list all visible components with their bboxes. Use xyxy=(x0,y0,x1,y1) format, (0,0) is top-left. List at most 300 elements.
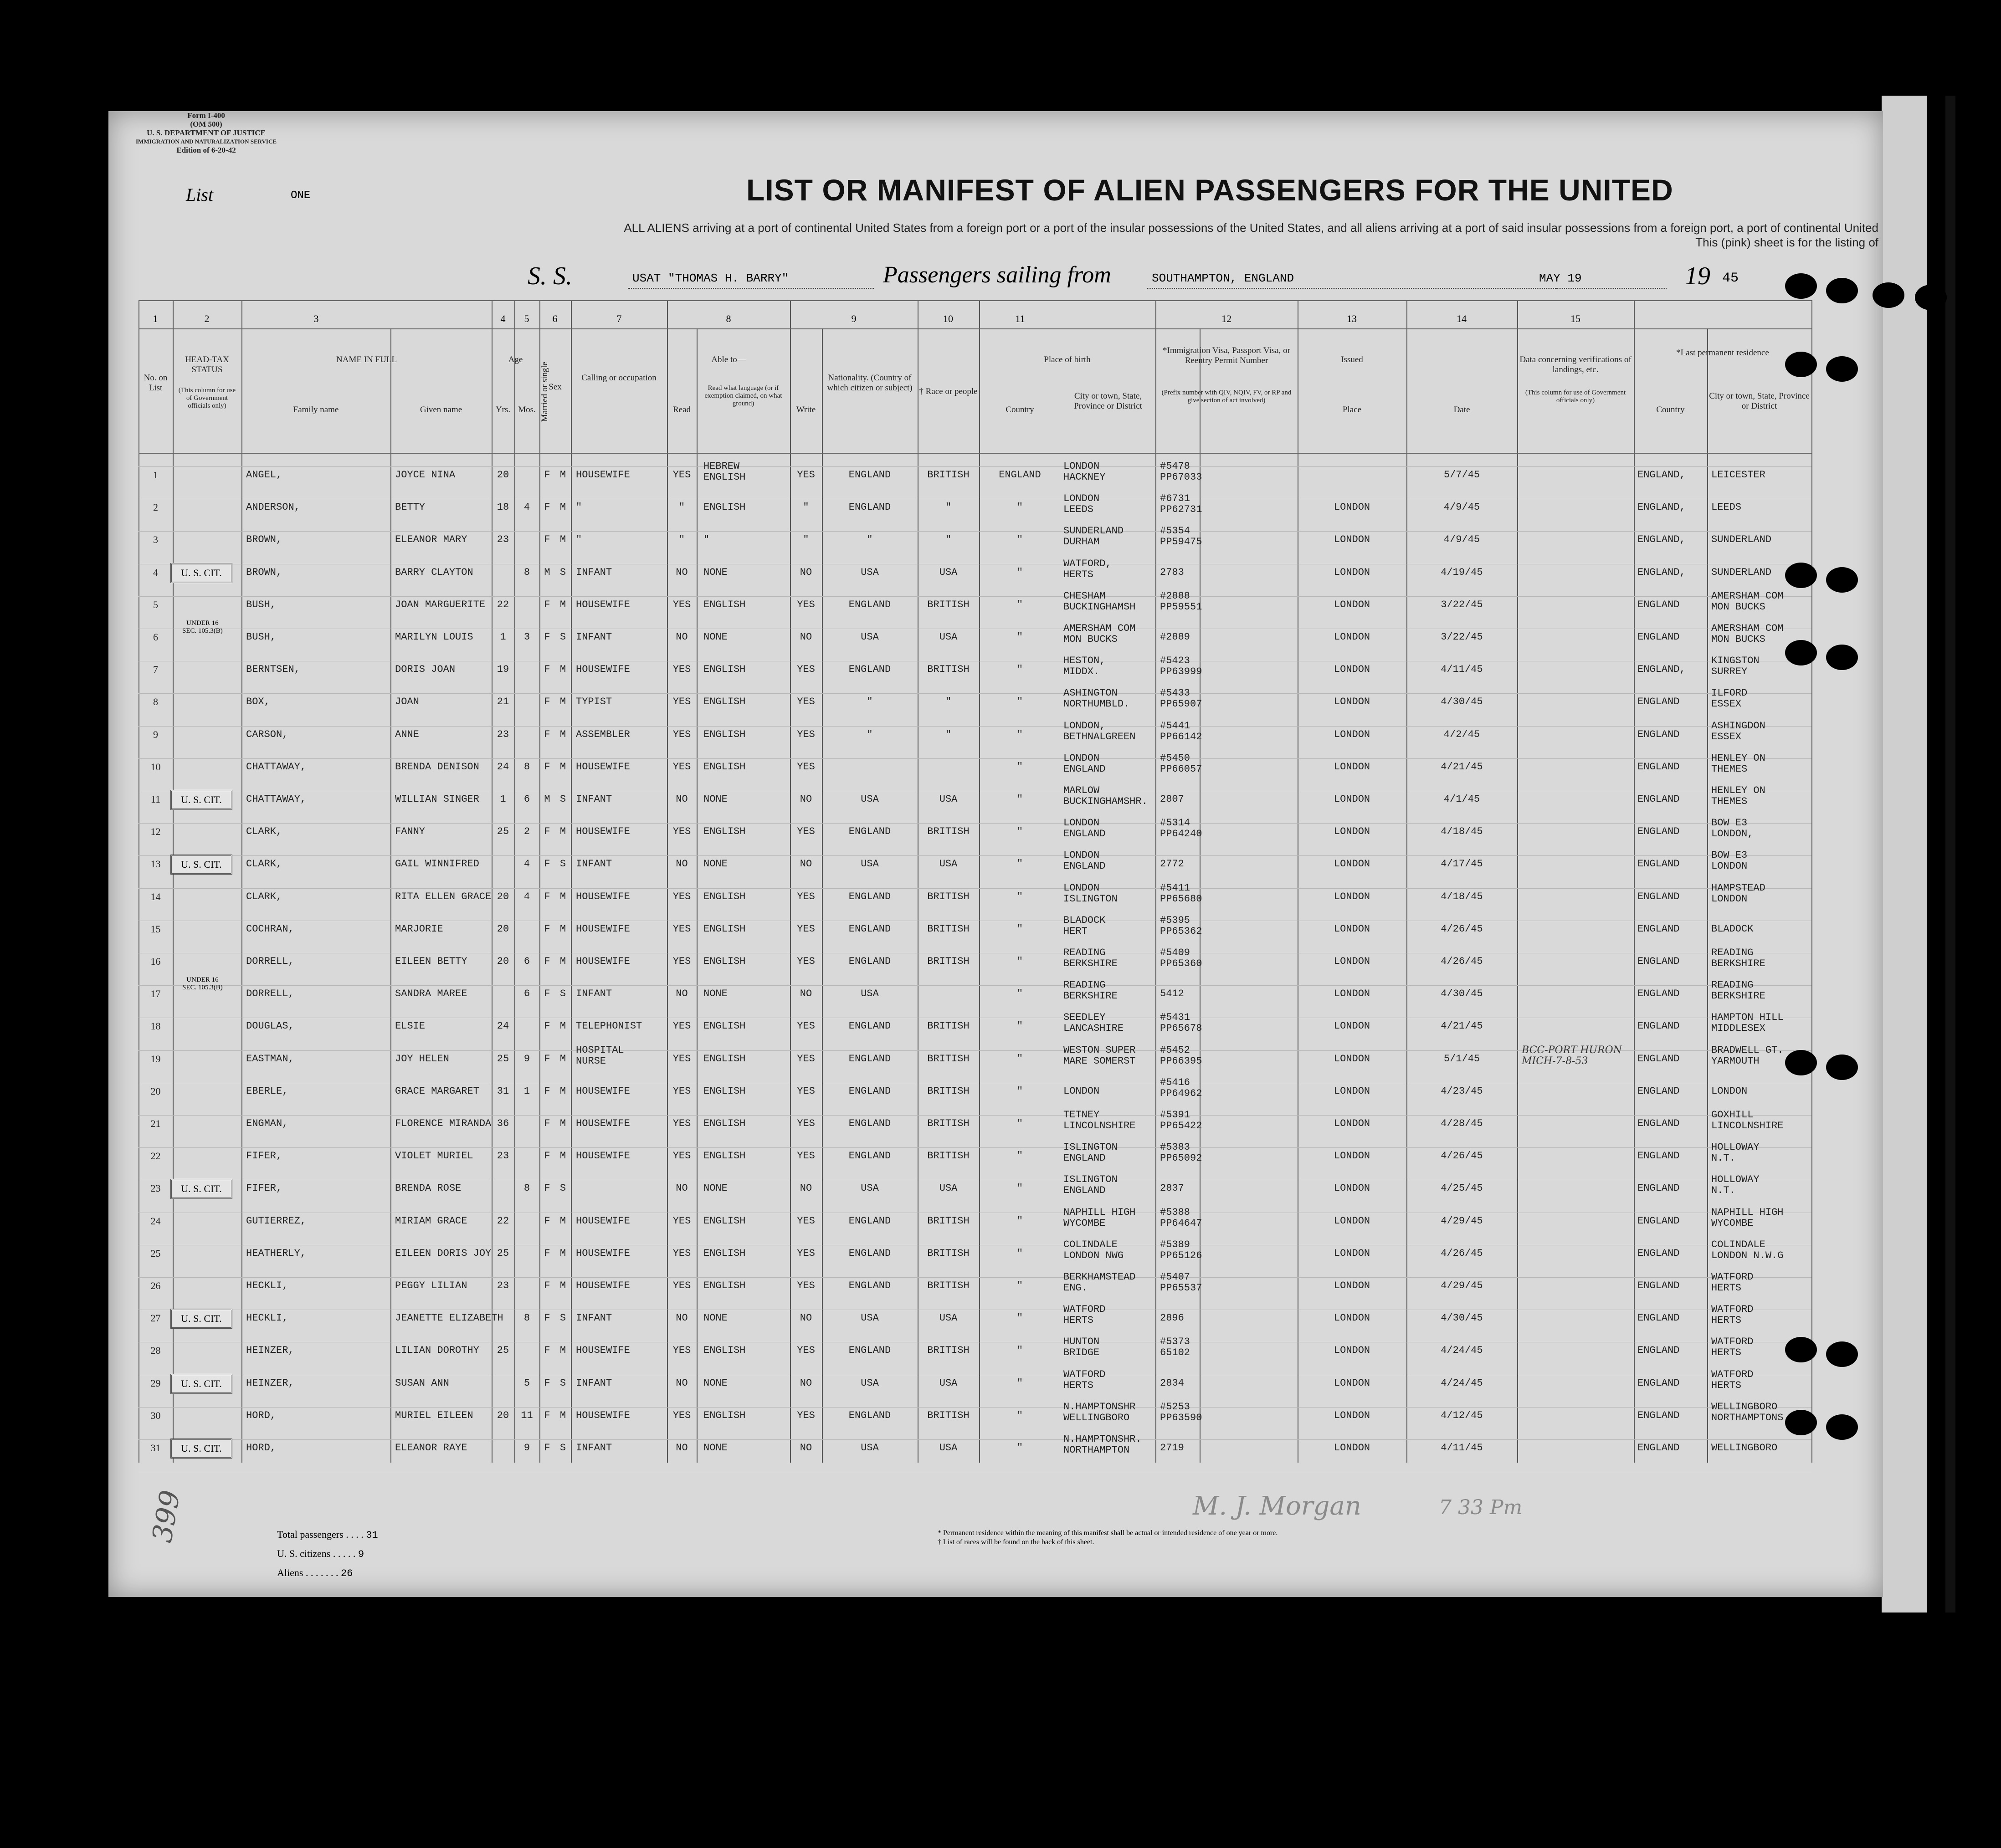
header-mos: Mos. xyxy=(518,405,536,415)
cell-date: 4/2/45 xyxy=(1443,728,1480,740)
cell-ms: M xyxy=(559,1150,566,1162)
cell-ms: M xyxy=(559,826,566,838)
cell-occ: INFANT xyxy=(576,988,612,1000)
cell-visa: #5253 PP63590 xyxy=(1160,1401,1202,1423)
cell-mos: 6 xyxy=(523,988,530,1000)
cell-lang: ENGLISH xyxy=(703,1215,746,1227)
cell-visa: 2772 xyxy=(1160,858,1184,870)
cell-bcountry: " xyxy=(1016,631,1023,643)
header-married: Married or single xyxy=(540,362,549,422)
cell-visa: 2783 xyxy=(1160,566,1184,578)
cell-yrs: 24 xyxy=(497,761,509,773)
cell-visa: #5431 PP65678 xyxy=(1160,1012,1202,1034)
header-country: Country xyxy=(1006,405,1034,415)
column-number: 9 xyxy=(851,313,857,324)
cell-place: LONDON xyxy=(1334,956,1370,967)
cell-no: 2 xyxy=(153,502,158,513)
cell-place: LONDON xyxy=(1334,502,1370,513)
cell-no: 31 xyxy=(150,1442,161,1454)
cell-rcountry: ENGLAND xyxy=(1637,923,1680,935)
cell-read: YES xyxy=(672,1053,691,1065)
table-row xyxy=(139,846,1811,879)
cell-ms: S xyxy=(559,1442,566,1454)
table-row xyxy=(139,1300,1811,1333)
cell-place: LONDON xyxy=(1334,1377,1370,1389)
cell-ms: M xyxy=(559,534,566,546)
cell-occ: ASSEMBLER xyxy=(576,728,630,740)
cell-lang: ENGLISH xyxy=(703,826,746,838)
cell-yrs: 19 xyxy=(497,664,509,676)
cell-ms: M xyxy=(559,664,566,676)
cell-ms: M xyxy=(559,1280,566,1291)
table-row xyxy=(139,1138,1811,1171)
cell-family: CARSON, xyxy=(246,728,288,740)
cell-bcity: TETNEY LINCOLNSHIRE xyxy=(1063,1109,1136,1131)
cell-bcity: WATFORD HERTS xyxy=(1063,1368,1106,1391)
cell-family: BUSH, xyxy=(246,599,277,610)
cell-rcity: SUNDERLAND xyxy=(1711,534,1772,546)
cell-family: BROWN, xyxy=(246,534,282,546)
ship-label: S. S. xyxy=(528,262,572,290)
cell-no: 23 xyxy=(150,1183,161,1194)
cell-ms: S xyxy=(559,1377,566,1389)
cell-write: " xyxy=(803,534,809,546)
cell-ms: M xyxy=(559,728,566,740)
cell-sex: F xyxy=(544,728,550,740)
cell-family: BUSH, xyxy=(246,631,277,643)
cell-read: YES xyxy=(672,826,691,838)
cell-bcity: SEEDLEY LANCASHIRE xyxy=(1063,1012,1124,1034)
cell-date: 5/7/45 xyxy=(1443,469,1480,481)
cell-write: NO xyxy=(800,631,812,643)
cell-write: NO xyxy=(800,988,812,1000)
punch-hole xyxy=(1785,273,1817,299)
cell-bcountry: " xyxy=(1016,566,1023,578)
cell-bcity: LONDON, BETHNALGREEN xyxy=(1063,720,1136,742)
cell-given: MARJORIE xyxy=(395,923,443,935)
cell-race: " xyxy=(945,534,952,546)
cell-yrs: 23 xyxy=(497,728,509,740)
cell-sex: F xyxy=(544,534,550,546)
cell-visa: #6731 PP62731 xyxy=(1160,493,1202,516)
header-read: Read xyxy=(672,405,691,415)
cell-place: LONDON xyxy=(1334,1345,1370,1357)
us-citizen-stamp: U. S. CIT. xyxy=(170,563,232,583)
cell-read: YES xyxy=(672,1118,691,1129)
cell-read: YES xyxy=(672,1215,691,1227)
cell-bcountry: " xyxy=(1016,599,1023,610)
cell-occ: INFANT xyxy=(576,566,612,578)
cell-ms: M xyxy=(559,956,566,967)
cell-sex: F xyxy=(544,891,550,902)
column-number: 6 xyxy=(552,313,558,324)
cell-rcity: WELLINGBORO NORTHAMPTONS xyxy=(1711,1401,1784,1423)
cell-ms: S xyxy=(559,566,566,578)
table-row xyxy=(139,1366,1811,1398)
cell-bcity: ISLINGTON ENGLAND xyxy=(1063,1142,1118,1164)
cell-rcountry: ENGLAND, xyxy=(1637,566,1686,578)
cell-write: YES xyxy=(797,891,815,902)
form-identifier xyxy=(136,111,277,154)
cell-read: NO xyxy=(676,1377,688,1389)
cell-family: FIFER, xyxy=(246,1150,282,1162)
cell-nat: ENGLAND xyxy=(848,599,891,610)
cell-nat: ENGLAND xyxy=(848,1085,891,1097)
cell-family: DORRELL, xyxy=(246,956,294,967)
cell-lang: HEBREW ENGLISH xyxy=(703,461,746,483)
cell-rcountry: ENGLAND xyxy=(1637,696,1680,708)
aliens-total: Aliens . . . . . . . 26 xyxy=(277,1567,353,1579)
cell-sex: F xyxy=(544,664,550,676)
cell-sex: F xyxy=(544,599,550,610)
header-data-concerning: Data concerning verifications of landings, etc. xyxy=(1519,355,1632,374)
cell-nat: ENGLAND xyxy=(848,1280,891,1291)
cell-rcity: HOLLOWAY N.T. xyxy=(1711,1142,1760,1164)
cell-given: BRENDA DENISON xyxy=(395,761,479,773)
cell-date: 4/26/45 xyxy=(1441,923,1483,935)
cell-read: YES xyxy=(672,956,691,967)
cell-nat: " xyxy=(867,728,873,740)
punch-hole xyxy=(1915,285,1947,310)
cell-place: LONDON xyxy=(1334,1118,1370,1129)
cell-place: LONDON xyxy=(1334,534,1370,546)
cell-date: 4/30/45 xyxy=(1441,988,1483,1000)
cell-race: BRITISH xyxy=(927,891,970,902)
cell-yrs: 23 xyxy=(497,1280,509,1291)
cell-mos: 8 xyxy=(523,1183,530,1194)
cell-write: YES xyxy=(797,1020,815,1032)
cell-ms: S xyxy=(559,858,566,870)
cell-ms: M xyxy=(559,469,566,481)
header-calling: Calling or occupation xyxy=(581,373,657,383)
cell-nat: USA xyxy=(861,566,879,578)
cell-date: 4/18/45 xyxy=(1441,826,1483,838)
head-tax-note: UNDER 16 SEC. 105.3(B) xyxy=(182,976,223,992)
cell-family: HEINZER, xyxy=(246,1345,294,1357)
cell-date: 3/22/45 xyxy=(1441,599,1483,610)
table-row xyxy=(139,522,1811,555)
cell-rcity: WATFORD HERTS xyxy=(1711,1368,1754,1391)
cell-ms: M xyxy=(559,696,566,708)
cell-place: LONDON xyxy=(1334,696,1370,708)
cell-write: NO xyxy=(800,793,812,805)
cell-given: JEANETTE ELIZABETH xyxy=(395,1312,503,1324)
table-row xyxy=(139,457,1811,490)
cell-given: VIOLET MURIEL xyxy=(395,1150,473,1162)
cell-sex: F xyxy=(544,631,550,643)
cell-bcountry: " xyxy=(1016,502,1023,513)
cell-race: USA xyxy=(939,793,958,805)
cell-bcity: COLINDALE LONDON NWG xyxy=(1063,1239,1124,1261)
cell-occ: INFANT xyxy=(576,1442,612,1454)
cell-date: 4/29/45 xyxy=(1441,1280,1483,1291)
year-label: 19 xyxy=(1685,262,1710,290)
cell-write: NO xyxy=(800,1312,812,1324)
cell-race: BRITISH xyxy=(927,826,970,838)
cell-nat: ENGLAND xyxy=(848,891,891,902)
cell-read: NO xyxy=(676,858,688,870)
cell-place: LONDON xyxy=(1334,1312,1370,1324)
cell-given: ELEANOR RAYE xyxy=(395,1442,467,1454)
punch-hole xyxy=(1785,640,1817,665)
cell-lang: ENGLISH xyxy=(703,599,746,610)
cell-place: LONDON xyxy=(1334,1020,1370,1032)
cell-rcity: WATFORD HERTS xyxy=(1711,1271,1754,1294)
cell-lang: ENGLISH xyxy=(703,956,746,967)
cell-family: GUTIERREZ, xyxy=(246,1215,307,1227)
cell-nat: USA xyxy=(861,631,879,643)
table-row xyxy=(139,1236,1811,1269)
cell-rcity: ILFORD ESSEX xyxy=(1711,687,1748,710)
sailing-label: Passengers sailing from xyxy=(883,262,1111,288)
cell-write: YES xyxy=(797,728,815,740)
cell-date: 4/9/45 xyxy=(1443,502,1480,513)
cell-nat: USA xyxy=(861,1377,879,1389)
cell-bcountry: " xyxy=(1016,1442,1023,1454)
cell-family: CLARK, xyxy=(246,826,282,838)
cell-lang: " xyxy=(703,534,710,546)
cell-bcountry: ENGLAND xyxy=(999,469,1041,481)
cell-write: NO xyxy=(800,858,812,870)
us-citizen-stamp: U. S. CIT. xyxy=(170,1309,232,1329)
cell-nat: ENGLAND xyxy=(848,664,891,676)
cell-place: LONDON xyxy=(1334,631,1370,643)
cell-nat: ENGLAND xyxy=(848,502,891,513)
cell-bcountry: " xyxy=(1016,664,1023,676)
cell-family: CHATTAWAY, xyxy=(246,793,307,805)
cell-occ: HOUSEWIFE xyxy=(576,1215,630,1227)
cell-read: YES xyxy=(672,1020,691,1032)
punch-hole xyxy=(1785,563,1817,588)
cell-bcity: N.HAMPTONSHR WELLINGBORO xyxy=(1063,1401,1136,1423)
cell-sex: F xyxy=(544,502,550,513)
cell-race: BRITISH xyxy=(927,956,970,967)
cell-read: YES xyxy=(672,469,691,481)
us-citizens-label: U. S. citizens xyxy=(277,1548,331,1559)
cell-yrs: 23 xyxy=(497,534,509,546)
cell-place: LONDON xyxy=(1334,761,1370,773)
column-number: 7 xyxy=(616,313,622,324)
cell-ms: M xyxy=(559,502,566,513)
cell-rcity: AMERSHAM COM MON BUCKS xyxy=(1711,623,1784,645)
aliens-label: Aliens xyxy=(277,1567,303,1578)
total-passengers-label: Total passengers xyxy=(277,1529,344,1540)
cell-given: BARRY CLAYTON xyxy=(395,566,473,578)
cell-nat: ENGLAND xyxy=(848,1247,891,1259)
cell-nat: ENGLAND xyxy=(848,1215,891,1227)
cell-visa: 2807 xyxy=(1160,793,1184,805)
cell-date: 4/17/45 xyxy=(1441,858,1483,870)
cell-bcountry: " xyxy=(1016,1247,1023,1259)
column-number: 5 xyxy=(524,313,529,324)
header-family-name: Family name xyxy=(293,405,339,415)
cell-date: 3/22/45 xyxy=(1441,631,1483,643)
cell-lang: ENGLISH xyxy=(703,1247,746,1259)
manifest-sheet xyxy=(108,111,1883,1597)
cell-lang: ENGLISH xyxy=(703,664,746,676)
cell-bcountry: " xyxy=(1016,1183,1023,1194)
column-number: 11 xyxy=(1015,313,1025,324)
cell-occ: INFANT xyxy=(576,1377,612,1389)
sailing-value: SOUTHAMPTON, ENGLAND xyxy=(1152,271,1294,285)
handwritten-signature: M. J. Morgan xyxy=(1193,1491,1361,1521)
cell-mos: 3 xyxy=(523,631,530,643)
ship-underline xyxy=(628,288,874,290)
cell-lang: ENGLISH xyxy=(703,1150,746,1162)
cell-ms: S xyxy=(559,1183,566,1194)
cell-family: BROWN, xyxy=(246,566,282,578)
cell-lang: ENGLISH xyxy=(703,1020,746,1032)
cell-bcountry: " xyxy=(1016,1150,1023,1162)
cell-mos: 6 xyxy=(523,956,530,967)
cell-nat: USA xyxy=(861,1442,879,1454)
cell-rcountry: ENGLAND, xyxy=(1637,469,1686,481)
cell-ms: S xyxy=(559,1312,566,1324)
page-title: LIST OR MANIFEST OF ALIEN PASSENGERS FOR THE UNITED xyxy=(746,173,1673,207)
cell-race: USA xyxy=(939,858,958,870)
cell-mos: 9 xyxy=(523,1053,530,1065)
table-row xyxy=(139,1106,1811,1139)
cell-date: 4/24/45 xyxy=(1441,1377,1483,1389)
cell-bcountry: " xyxy=(1016,761,1023,773)
cell-place: LONDON xyxy=(1334,1247,1370,1259)
header-date: Date xyxy=(1453,405,1470,415)
cell-write: YES xyxy=(797,761,815,773)
punch-hole xyxy=(1785,1337,1817,1362)
cell-bcountry: " xyxy=(1016,1377,1023,1389)
cell-family: BOX, xyxy=(246,696,270,708)
cell-given: JOAN MARGUERITE xyxy=(395,599,486,610)
cell-no: 20 xyxy=(150,1085,161,1097)
column-number: 3 xyxy=(313,313,319,324)
cell-write: YES xyxy=(797,956,815,967)
cell-bcountry: " xyxy=(1016,858,1023,870)
cell-nat: " xyxy=(867,534,873,546)
cell-ms: M xyxy=(559,1215,566,1227)
cell-rcountry: ENGLAND, xyxy=(1637,664,1686,676)
punch-hole xyxy=(1826,1414,1858,1440)
header-rule xyxy=(139,453,1811,454)
table-row xyxy=(139,555,1811,588)
cell-nat: ENGLAND xyxy=(848,1150,891,1162)
cell-given: GRACE MARGARET xyxy=(395,1085,479,1097)
cell-lang: ENGLISH xyxy=(703,761,746,773)
column-number: 13 xyxy=(1347,313,1357,324)
cell-lang: NONE xyxy=(703,1312,728,1324)
cell-rcountry: ENGLAND xyxy=(1637,1280,1680,1291)
header-res-country: Country xyxy=(1656,405,1685,415)
cell-no: 7 xyxy=(153,664,158,676)
cell-date: 4/23/45 xyxy=(1441,1085,1483,1097)
header-no-on-list: No. on List xyxy=(144,373,168,393)
us-citizen-stamp: U. S. CIT. xyxy=(170,1179,232,1199)
cell-bcountry: " xyxy=(1016,1280,1023,1291)
cell-write: YES xyxy=(797,1150,815,1162)
cell-visa: #5391 PP65422 xyxy=(1160,1109,1202,1131)
cell-lang: NONE xyxy=(703,793,728,805)
cell-place: LONDON xyxy=(1334,1280,1370,1291)
cell-nat: USA xyxy=(861,1183,879,1194)
cell-date: 4/21/45 xyxy=(1441,1020,1483,1032)
cell-rcity: BLADOCK xyxy=(1711,923,1754,935)
cell-rcountry: ENGLAND xyxy=(1637,599,1680,610)
cell-date: 4/25/45 xyxy=(1441,1183,1483,1194)
cell-rcity: LEICESTER xyxy=(1711,469,1765,481)
cell-lang: ENGLISH xyxy=(703,1409,746,1421)
cell-no: 21 xyxy=(150,1118,161,1129)
cell-date: 4/9/45 xyxy=(1443,534,1480,546)
cell-write: YES xyxy=(797,599,815,610)
cell-bcity: WATFORD HERTS xyxy=(1063,1304,1106,1326)
cell-bcity: LONDON ENGLAND xyxy=(1063,817,1106,840)
cell-bcity: AMERSHAM COM MON BUCKS xyxy=(1063,623,1136,645)
cell-family: HEATHERLY, xyxy=(246,1247,307,1259)
us-citizens-value: 9 xyxy=(358,1549,364,1560)
header-place: Place xyxy=(1342,405,1362,415)
cell-date: 4/21/45 xyxy=(1441,761,1483,773)
cell-occ: HOUSEWIFE xyxy=(576,1280,630,1291)
cell-family: HEINZER, xyxy=(246,1377,294,1389)
cell-bcity: BERKHAMSTEAD ENG. xyxy=(1063,1271,1136,1294)
cell-date: 4/11/45 xyxy=(1441,664,1483,676)
cell-read: YES xyxy=(672,891,691,902)
cell-bcity: LONDON ENGLAND xyxy=(1063,752,1106,775)
cell-write: YES xyxy=(797,1085,815,1097)
cell-no: 4 xyxy=(153,566,158,578)
cell-occ: HOUSEWIFE xyxy=(576,469,630,481)
cell-bcountry: " xyxy=(1016,696,1023,708)
cell-bcountry: " xyxy=(1016,728,1023,740)
cell-sex: F xyxy=(544,1085,550,1097)
cell-rcity: AMERSHAM COM MON BUCKS xyxy=(1711,590,1784,613)
cell-occ: HOUSEWIFE xyxy=(576,826,630,838)
cell-family: HORD, xyxy=(246,1409,277,1421)
cell-bcity: READING BERKSHIRE xyxy=(1063,947,1118,969)
cell-given: JOAN xyxy=(395,696,419,708)
table-row xyxy=(139,684,1811,717)
cell-sex: F xyxy=(544,469,550,481)
cell-family: ANDERSON, xyxy=(246,502,300,513)
cell-place: LONDON xyxy=(1334,566,1370,578)
cell-lang: ENGLISH xyxy=(703,1345,746,1357)
cell-date: 4/18/45 xyxy=(1441,891,1483,902)
cell-read: YES xyxy=(672,923,691,935)
cell-date: 4/1/45 xyxy=(1443,793,1480,805)
cell-visa: 2896 xyxy=(1160,1312,1184,1324)
cell-race: BRITISH xyxy=(927,1247,970,1259)
cell-bcountry: " xyxy=(1016,1020,1023,1032)
cell-rcity: HAMPSTEAD LONDON xyxy=(1711,882,1765,905)
cell-lang: ENGLISH xyxy=(703,502,746,513)
cell-read: YES xyxy=(672,1345,691,1357)
header-race: † Race or people xyxy=(919,387,978,396)
cell-bcountry: " xyxy=(1016,923,1023,935)
punch-hole xyxy=(1826,1341,1858,1367)
cell-occ: HOUSEWIFE xyxy=(576,599,630,610)
cell-no: 30 xyxy=(150,1409,161,1421)
cell-date: 4/30/45 xyxy=(1441,696,1483,708)
cell-write: YES xyxy=(797,1345,815,1357)
cell-occ: HOUSEWIFE xyxy=(576,1085,630,1097)
cell-no: 9 xyxy=(153,728,158,740)
cell-given: BETTY xyxy=(395,502,426,513)
cell-family: FIFER, xyxy=(246,1183,282,1194)
cell-mos: 8 xyxy=(523,761,530,773)
cell-bcity: MARLOW BUCKINGHAMSHR. xyxy=(1063,785,1148,807)
cell-given: MURIEL EILEEN xyxy=(395,1409,473,1421)
table-row xyxy=(139,1171,1811,1203)
cell-rcity: COLINDALE LONDON N.W.G xyxy=(1711,1239,1784,1261)
